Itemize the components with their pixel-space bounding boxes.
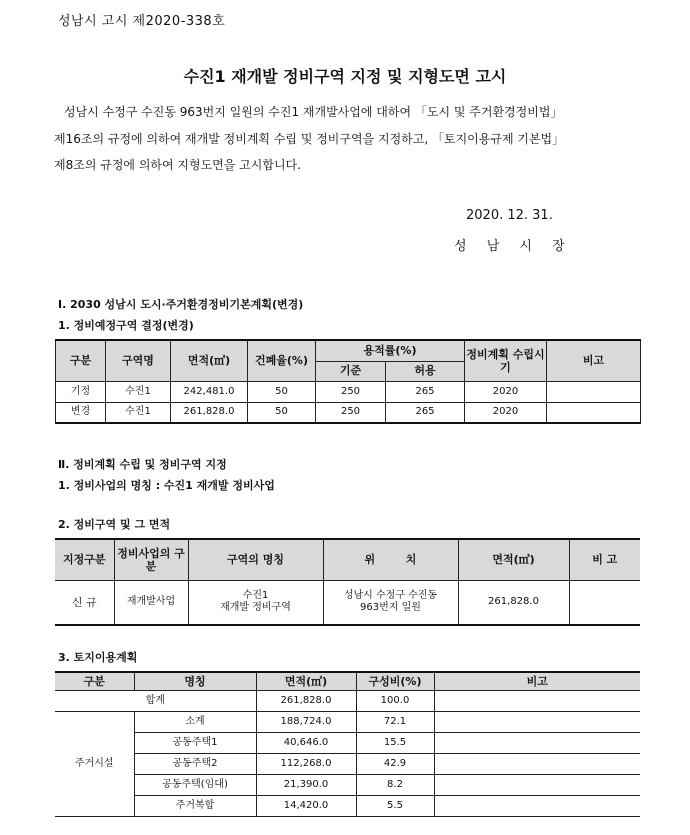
cell-remarks <box>434 753 640 774</box>
cell-group: 주거시설 <box>55 711 134 816</box>
header-ratio: 구성비(%) <box>356 672 434 690</box>
cell-far-base: 250 <box>316 402 386 423</box>
header-area: 면적(㎡) <box>458 539 569 580</box>
cell-area: 188,724.0 <box>256 711 356 732</box>
table-row <box>55 753 640 774</box>
cell-name: 주거복합 <box>134 795 256 816</box>
cell-area: 261,828.0 <box>256 690 356 711</box>
body-line-1: 성남시 수정구 수진동 963번지 일원의 수진1 재개발사업에 대하여 「도시 및 주거환경정비법」 <box>64 105 563 119</box>
header-division: 구분 <box>55 672 134 690</box>
cell-area: 242,481.0 <box>171 381 248 402</box>
body-line-3: 제8조의 규정에 의하여 지형도면을 고시합니다. <box>54 158 301 172</box>
cell-division: 변경 <box>56 402 106 423</box>
cell-remarks <box>434 732 640 753</box>
table-row <box>56 402 641 423</box>
issuer: 성 남 시 장 <box>454 239 573 254</box>
table-row <box>55 774 640 795</box>
header-coverage: 건폐율(%) <box>248 340 316 381</box>
body-line-2: 제16조의 규정에 의하여 재개발 정비계획 수립 및 정비구역을 지정하고, 「토지이용규제 기본법」 <box>54 132 565 146</box>
header-area: 면적(㎡) <box>256 672 356 690</box>
section2-sub2: 2. 정비구역 및 그 면적 <box>58 518 171 531</box>
table-row <box>55 711 640 732</box>
notice-date: 2020. 12. 31. <box>466 208 553 223</box>
zone-name-line-2: 재개발 정비구역 <box>220 602 291 614</box>
cell-coverage: 50 <box>248 381 316 402</box>
header-location: 위 치 <box>323 539 458 580</box>
cell-name: 공동주택(임대) <box>134 774 256 795</box>
planned-zone-table <box>55 339 641 424</box>
notice-number: 성남시 고시 제2020-338호 <box>58 14 226 29</box>
cell-plan-period: 2020 <box>465 402 547 423</box>
cell-area: 261,828.0 <box>458 580 569 625</box>
cell-name: 소계 <box>134 711 256 732</box>
cell-ratio: 8.2 <box>356 774 434 795</box>
cell-plan-period: 2020 <box>465 381 547 402</box>
cell-ratio: 15.5 <box>356 732 434 753</box>
land-use-table <box>55 671 640 817</box>
section2-heading: Ⅱ. 정비계획 수립 및 정비구역 지정 <box>58 458 227 471</box>
cell-coverage: 50 <box>248 402 316 423</box>
cell-remarks <box>547 402 641 423</box>
section2-sub3: 3. 토지이용계획 <box>58 651 138 664</box>
cell-remarks <box>434 774 640 795</box>
table-row <box>55 580 640 625</box>
cell-ratio: 100.0 <box>356 690 434 711</box>
cell-project-type: 재개발사업 <box>114 580 188 625</box>
header-zone-name: 구역의 명칭 <box>188 539 323 580</box>
cell-area: 261,828.0 <box>171 402 248 423</box>
cell-area: 21,390.0 <box>256 774 356 795</box>
location-line-1: 성남시 수정구 수진동 <box>343 590 438 602</box>
section1-heading: Ⅰ. 2030 성남시 도시·주거환경정비기본계획(변경) <box>58 298 304 311</box>
header-remarks: 비고 <box>434 672 640 690</box>
header-project-type: 정비사업의 구분 <box>114 539 188 580</box>
header-far-base: 기준 <box>316 361 386 381</box>
header-far-allowed: 허용 <box>386 361 465 381</box>
location-line-2: 963번지 일원 <box>360 602 421 614</box>
section1-sub1: 1. 정비예정구역 결정(변경) <box>58 319 194 332</box>
cell-remarks <box>434 795 640 816</box>
zone-area-table <box>55 538 640 626</box>
page-title: 수진1 재개발 정비구역 지정 및 지형도면 고시 <box>183 67 507 86</box>
cell-name: 공동주택1 <box>134 732 256 753</box>
header-type: 지정구분 <box>55 539 114 580</box>
zone-name-line-1: 수진1 <box>242 590 269 602</box>
header-division: 구분 <box>56 340 106 381</box>
header-plan-period: 정비계획 수립시기 <box>465 340 547 381</box>
cell-ratio: 72.1 <box>356 711 434 732</box>
cell-area: 40,646.0 <box>256 732 356 753</box>
cell-far-allowed: 265 <box>386 402 465 423</box>
header-far: 용적률(%) <box>316 340 465 361</box>
cell-remarks <box>434 690 640 711</box>
table-row <box>55 795 640 816</box>
cell-zone-name <box>188 580 323 625</box>
cell-zone-name: 수진1 <box>106 402 171 423</box>
cell-total-label: 합계 <box>55 690 256 711</box>
cell-type: 신 규 <box>55 580 114 625</box>
cell-remarks <box>434 711 640 732</box>
header-remarks: 비 고 <box>569 539 640 580</box>
cell-far-base: 250 <box>316 381 386 402</box>
cell-name: 공동주택2 <box>134 753 256 774</box>
cell-remarks <box>547 381 641 402</box>
header-remarks: 비고 <box>547 340 641 381</box>
cell-area: 14,420.0 <box>256 795 356 816</box>
cell-ratio: 5.5 <box>356 795 434 816</box>
header-name: 명칭 <box>134 672 256 690</box>
section2-sub1: 1. 정비사업의 명칭 : 수진1 재개발 정비사업 <box>58 479 275 492</box>
cell-zone-name: 수진1 <box>106 381 171 402</box>
cell-remarks <box>569 580 640 625</box>
cell-ratio: 42.9 <box>356 753 434 774</box>
cell-area: 112,268.0 <box>256 753 356 774</box>
table-row <box>56 381 641 402</box>
table-row <box>55 690 640 711</box>
cell-location <box>323 580 458 625</box>
header-zone-name: 구역명 <box>106 340 171 381</box>
cell-division: 기정 <box>56 381 106 402</box>
header-area: 면적(㎡) <box>171 340 248 381</box>
cell-far-allowed: 265 <box>386 381 465 402</box>
table-row <box>55 732 640 753</box>
